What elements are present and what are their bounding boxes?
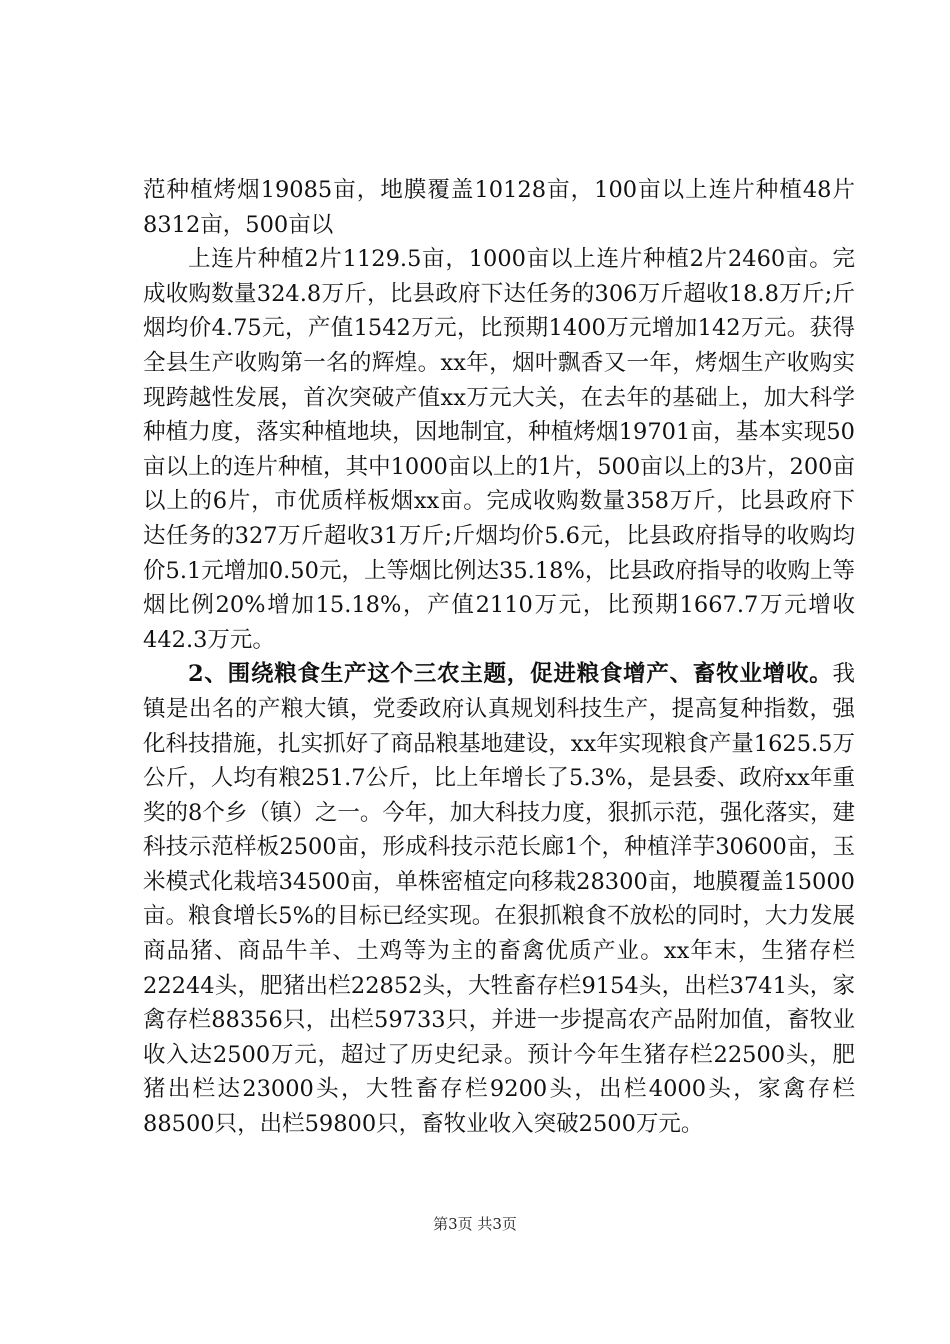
- paragraph: [143, 242, 855, 657]
- paragraph-text: 我镇是出名的产粮大镇，党委政府认真规划科技生产，提高复种指数，强化科技措施，扎实抓好了商品粮基地建设，xx年实现粮食产量1625.5万公斤，人均有粮251.7公斤，比上年增长了5.3%，是县委、政府xx年重奖的8个乡（镇）之一。今年，加大科技力度，狠抓示范，强化落实，建科技示范样板2500亩，形成科技示范长廊1个，种植洋芋30600亩，玉米模式化栽培34500亩，单株密植定向移栽28300亩，地膜覆盖15000亩。粮食增长5%的目标已经实现。在狠抓粮食不放松的同时，大力发展商品猪、商品牛羊、土鸡等为主的畜禽优质产业。xx年末，生猪存栏22244头，肥猪出栏22852头，大牲畜存栏9154头，出栏3741头，家禽存栏88356只，出栏59733只，并进一步提高农产品附加值，畜牧业收入达2500万元，超过了历史纪录。预计今年生猪存栏22500头，肥猪出栏达23000头，大牲畜存栏9200头，出栏4000头，家禽存栏88500只，出栏59800只，畜牧业收入突破2500万元。: [143, 661, 855, 1138]
- paragraph-text: 上连片种植2片1129.5亩，1000亩以上连片种植2片2460亩。完成收购数量324.8万斤，比县政府下达任务的306万斤超收18.8万斤;斤烟均价4.75元，产值1542万元，比预期1400万元增加142万元。获得全县生产收购第一名的辉煌。xx年，烟叶飘香又一年，烤烟生产收购实现跨越性发展，首次突破产值xx万元大关，在去年的基础上，加大科学种植力度，落实种植地块，因地制宜，种植烤烟19701亩，基本实现50亩以上的连片种植，其中1000亩以上的1片，500亩以上的3片，200亩以上的6片，市优质样板烟xx亩。完成收购数量358万斤，比县政府下达任务的327万斤超收31万斤;斤烟均价5.6元，比县政府指导的收购均价5.1元增加0.50元，上等烟比例达35.18%，比县政府指导的收购上等烟比例20%增加15.18%，产值2110万元，比预期1667.7万元增收442.3万元。: [143, 246, 855, 653]
- document-body: [143, 173, 855, 1142]
- section-heading: 2、围绕粮食生产这个三农主题，促进粮食增产、畜牧业增收。: [188, 661, 833, 688]
- paragraph: [143, 657, 855, 1141]
- paragraph: [143, 173, 855, 242]
- page-number-label: 第3页 共3页: [433, 1215, 517, 1233]
- page-number-footer: [0, 1214, 950, 1234]
- paragraph-text: 范种植烤烟19085亩，地膜覆盖10128亩，100亩以上连片种植48片8312亩，500亩以: [143, 177, 855, 238]
